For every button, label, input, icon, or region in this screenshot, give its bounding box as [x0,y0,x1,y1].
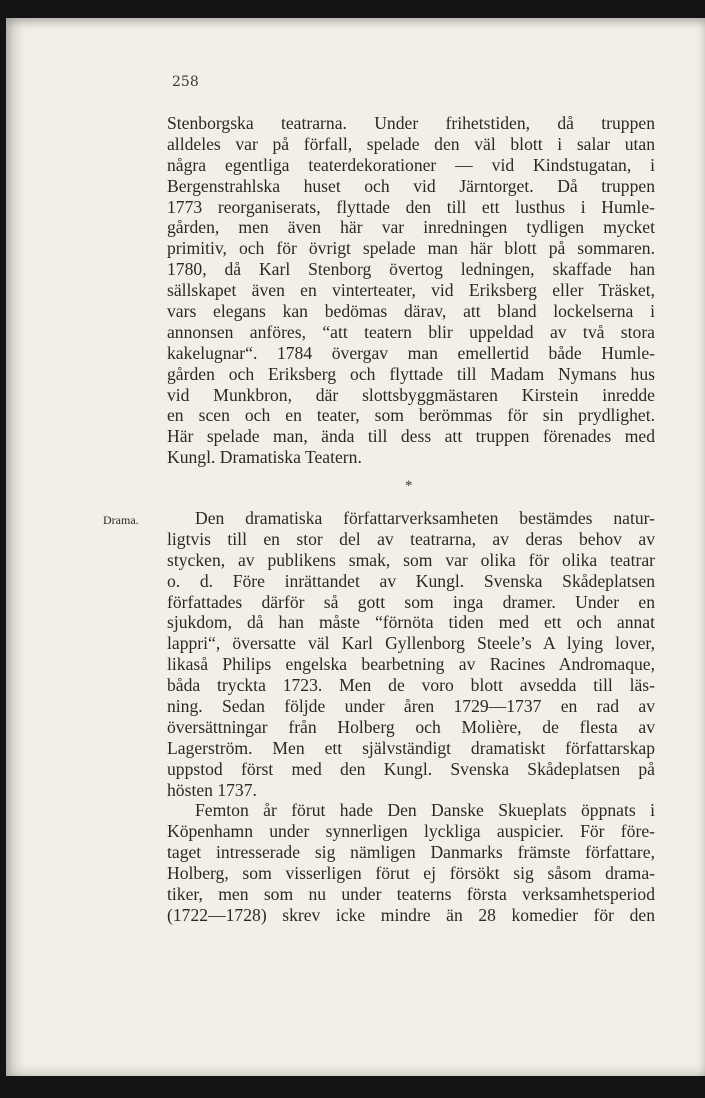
text-line: stycken, av publikens smak, som var olika för olika teatrar [167,549,655,570]
margin-note-drama: Drama. [103,513,139,527]
section-separator-asterisk: * [405,478,413,494]
book-page [6,18,705,1076]
text-line: en scen och en teater, som berömmas för sin prydlighet. [167,405,655,426]
text-line: vid Munkbron, där slottsbyggmästaren Kirstein inredde [167,384,655,405]
paragraph-dramatic-authorship [167,508,655,926]
page-number: 258 [172,74,199,90]
text-line: (1722—1728) skrev icke mindre än 28 komedier för den [167,904,655,925]
text-line: båda tryckta 1723. Men de voro blott avsedda till läs- [167,675,655,696]
text-line: Kungl. Dramatiska Teatern. [167,447,362,468]
text-line: Bergenstrahlska huset och vid Järntorget. Då truppen [167,175,655,196]
paragraph-stenborg-theatres [167,113,655,468]
text-line: likaså Philips engelska bearbetning av Racines Andromaque, [167,654,655,675]
text-line: Den dramatiska författarverksamheten bestämdes natur- [195,508,655,528]
text-line: översättningar från Holberg och Molière, de flesta av [167,716,655,737]
text-line: hösten 1737. [167,779,257,800]
text-line: 1780, då Karl Stenborg övertog ledningen, skaffade han [167,259,655,280]
text-line: tiker, men som nu under teaterns första verksamhetsperiod [167,884,655,905]
text-line: uppstod först med den Kungl. Svenska Skådeplatsen på [167,758,655,779]
text-line: Köpenhamn under synnerligen lyckliga auspicier. För före- [167,821,655,842]
text-line: sällskapet även en vinterteater, vid Eriksberg eller Träsket, [167,280,655,301]
text-line: några egentliga teaterdekorationer — vid Kindstugatan, i [167,154,655,175]
text-line: Stenborgska teatrarna. Under frihetstiden, då truppen [167,113,655,133]
text-line: ning. Sedan följde under åren 1729—1737 en rad av [167,696,655,717]
text-line: sjukdom, då han måste “förnöta tiden med ett och annat [167,612,655,633]
text-line: o. d. Före inrättandet av Kungl. Svenska Skådeplatsen [167,570,655,591]
text-line: Lagerström. Men ett självständigt dramatiskt författarskap [167,737,655,758]
text-line: kakelugnar“. 1784 övergav man emellertid både Humle- [167,342,655,363]
text-line: primitiv, och för övrigt spelade man här blott på sommaren. [167,238,655,259]
text-line: gården, men även här var inredningen tydligen mycket [167,217,655,238]
text-line: annonsen anföres, “att teatern blir uppeldad av två stora [167,321,655,342]
text-line: alldeles var på förfall, spelade den väl blott i salar utan [167,133,655,154]
text-line: 1773 reorganiserats, flyttade den till ett lusthus i Humle- [167,196,655,217]
text-line: lappri“, översatte väl Karl Gyllenborg Steele’s A lying lover, [167,633,655,654]
text-line: Holberg, som visserligen förut ej försökt sig såsom drama- [167,863,655,884]
text-line: Femton år förut hade Den Danske Skueplats öppnats i [195,800,655,821]
text-line: ligtvis till en stor del av teatrarna, av deras behov av [167,528,655,549]
text-line: gården och Eriksberg och flyttade till Madam Nymans hus [167,363,655,384]
text-line: författades därför så gott som inga dramer. Under en [167,591,655,612]
text-line: taget intresserade sig nämligen Danmarks främste författare, [167,842,655,863]
text-line: Här spelade man, ända till dess att truppen förenades med [167,426,655,447]
text-line: vars elegans kan bedömas därav, att bland lockelserna i [167,301,655,322]
